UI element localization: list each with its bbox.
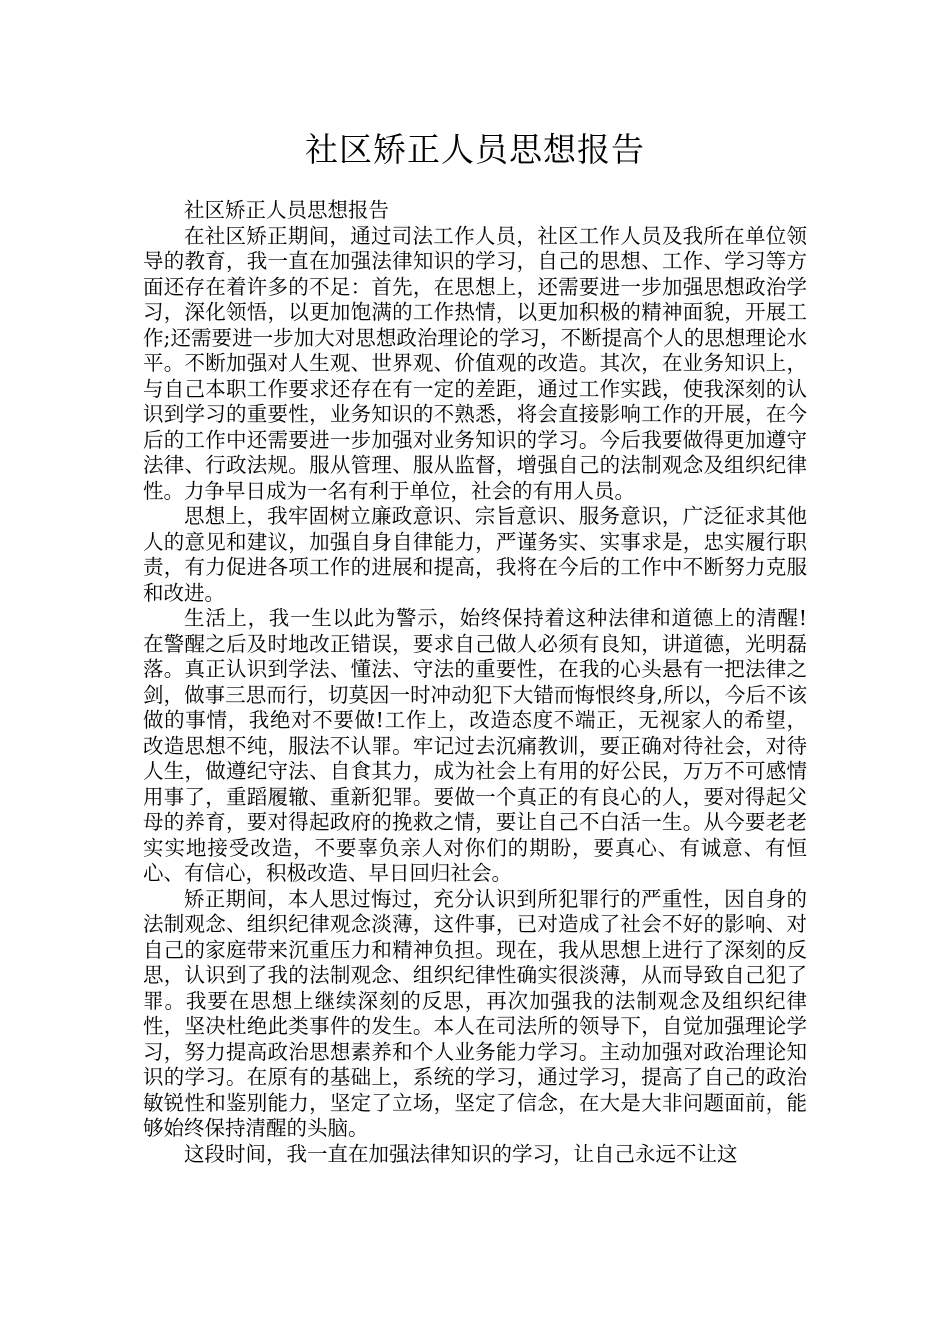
paragraph-correction-period: 在社区矫正期间，通过司法工作人员，社区工作人员及我所在单位领导的教育，我一直在加强法律知识的学习，自己的思想、工作、学习等方面还存在着许多的不足：首先，在思想上，还需要进一步加强思想政治学习，深化领悟，以更加饱满的工作热情，以更加积极的精神面貌，开展工作;还需要进一步加大对思想政治理论的学习，不断提高个人的思想理论水平。不断加强对人生观、世界观、价值观的改造。其次，在业务知识上，与自己本职工作要求还存在有一定的差距，通过工作实践，使我深刻的认识到学习的重要性，业务知识的不熟悉，将会直接影响工作的开展，在今后的工作中还需要进一步加强对业务知识的学习。今后我要做得更加遵守法律、行政法规。服从管理、服从监督，增强自己的法制观念及组织纪律性。力争早日成为一名有利于单位，社会的有用人员。 — [143, 223, 807, 503]
paragraph-subtitle: 社区矫正人员思想报告 — [184, 198, 389, 222]
document-body — [143, 198, 807, 1167]
paragraph-reflection: 矫正期间，本人思过悔过，充分认识到所犯罪行的严重性，因自身的法制观念、组织纪律观念淡薄，这件事，已对造成了社会不好的影响、对自己的家庭带来沉重压力和精神负担。现在，我从思想上进行了深刻的反思，认识到了我的法制观念、组织纪律性确实很淡薄，从而导致自己犯了罪。我要在思想上继续深刻的反思，再次加强我的法制观念及组织纪律性，坚决杜绝此类事件的发生。本人在司法所的领导下，自觉加强理论学习，努力提高政治思想素养和个人业务能力学习。主动加强对政治理论知识的学习。在原有的基础上，系统的学习，通过学习，提高了自己的政治敏锐性和鉴别能力，坚定了立场，坚定了信念，在大是大非问题面前，能够始终保持清醒的头脑。 — [143, 886, 807, 1140]
document-title: 社区矫正人员思想报告 — [305, 130, 645, 169]
paragraph-ideology: 思想上，我牢固树立廉政意识、宗旨意识、服务意识，广泛征求其他人的意见和建议，加强自身自律能力，严谨务实、实事求是，忠实履行职责，有力促进各项工作的进展和提高，我将在今后的工作中不断努力克服和改进。 — [143, 504, 807, 605]
paragraph-continuation: 这段时间，我一直在加强法律知识的学习，让自己永远不让这 — [184, 1141, 738, 1166]
paragraph-life: 生活上，我一生以此为警示，始终保持着这种法律和道德上的清醒!在警醒之后及时地改正错误，要求自己做人必须有良知，讲道德，光明磊落。真正认识到学法、懂法、守法的重要性，在我的心头悬有一把法律之剑，做事三思而行，切莫因一时冲动犯下大错而悔恨终身,所以，今后不该做的事情，我绝对不要做!工作上，改造态度不端正，无视家人的希望，改造思想不纯，服法不认罪。牢记过去沉痛教训，要正确对待社会，对待人生，做遵纪守法、自食其力，成为社会上有用的好公民，万万不可感情用事了，重蹈履辙、重新犯罪。要做一个真正的有良心的人，要对得起父母的养育，要对得起政府的挽救之情，要让自己不白活一生。从今要老老实实地接受改造，不要辜负亲人对你们的期盼，要真心、有诚意、有恒心、有信心，积极改造、早日回归社会。 — [143, 606, 807, 885]
